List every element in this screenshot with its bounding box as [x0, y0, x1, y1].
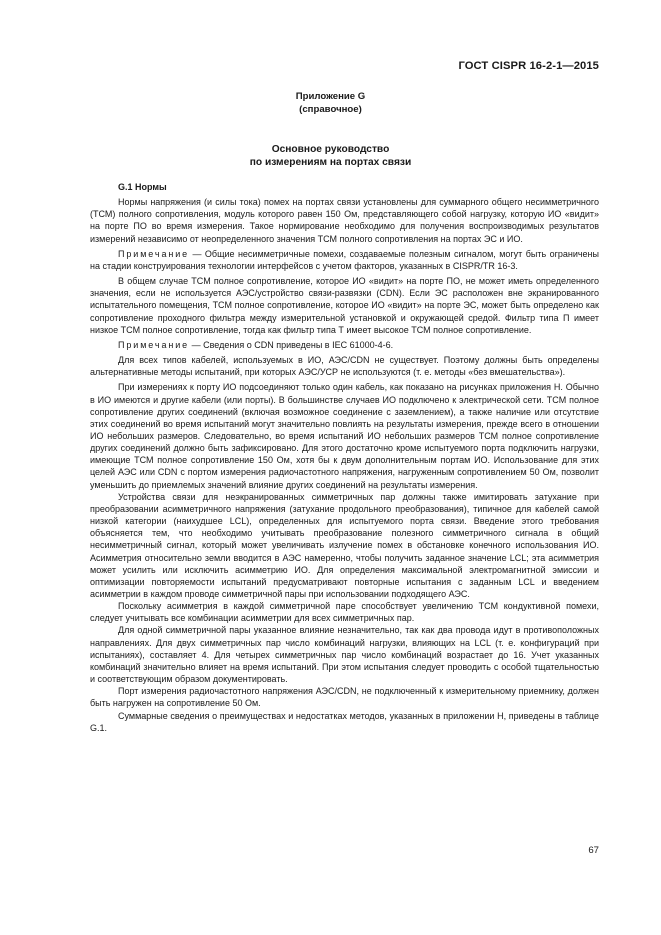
annex-subtitle: (справочное) [299, 103, 362, 115]
note-label: Примечание [118, 248, 190, 259]
note-label: Примечание [118, 339, 190, 350]
note-text: — Сведения о CDN приведены в IEC 61000-4-6. [189, 339, 394, 350]
paragraph: Для одной симметричной пары указанное влияние незначительно, так как два провода идут в противоположных направлениях. Для двух симметричных пар число комбинаций нагрузки, влияющих на LCL (т. е. конфигураций при испытаниях), составляет 4. Для четырех симметричных пар число комбинаций возрастает до 16. Учет указанных комбинаций значительно влияет на время испытаний. При этом испытания следует проводить с особой тщательностью и соответствующим образом документировать. [90, 625, 599, 685]
page-number: 67 [588, 845, 599, 856]
paragraph: Устройства связи для неэкранированных симметричных пар должны также имитировать затухание при преобразовании асимметричного напряжения (затухание продольного преобразования), типичное для кабелей самой низкой категории (наихудшее LCL), определенных для испытуемого порта связи. Введение этого требования объясняется тем, что необходимо учитывать преобразование полезного симметричного сигнала в общий несимметричный сигнал, который может увеличивать излучение помех в обстановке конечного использования ИО. Асимметрия относительно земли вводится в АЭС намеренно, чтобы получить заданное значение LCL; эта асимметрия может усилить или исключить асимметрию ИО. Для определения максимальной электромагнитной эмиссии и оптимизации повторяемости испытаний предусматривают повторные испытания с заданным LCL и введением асимметрии в каждом проводе симметричной пары при использовании подходящего АЭС. [90, 491, 599, 599]
annex-title: Приложение G [295, 91, 366, 102]
section-heading: G.1 Нормы [118, 182, 167, 192]
document-title [0, 143, 661, 169]
note [90, 248, 599, 272]
title-line-1: Основное руководство [271, 144, 390, 155]
title-line-2: по измерениям на портах связи [249, 157, 412, 168]
note-text: — Общие несимметричные помехи, создаваемые полезным сигналом, могут быть ограничены на стадии конструирования технологии интерфейсов с учетом факторов, указанных в CISPR/TR 16-3. [90, 248, 599, 271]
standard-header: ГОСТ CISPR 16-2-1—2015 [458, 60, 599, 72]
paragraph: Суммарные сведения о преимуществах и недостатках методов, указанных в приложении Н, приведены в таблице G.1. [90, 710, 599, 733]
paragraph: При измерениях к порту ИО подсоединяют только один кабель, как показано на рисунках приложения Н. Обычно в ИО имеются и другие кабели (или порты). В большинстве случаев ИО подключено к электрической сети. ТСМ полное сопротивление других соединений (включая возможное соединение с заземлением), а также наличие или отсутствие этих соединений во время испытаний могут значительно повлиять на результаты измерения, прежде всего в отношении ИО небольших размеров. Следовательно, во время испытаний ИО небольших размеров ТСМ полное сопротивление других соединений должно быть зафиксировано. Для этого достаточно кроме испытуемого порта подключить нагрузки, имеющие ТСМ полное сопротивление 150 Ом, хотя бы к двум дополнительным портам ИО. Использование для этих целей АЭС или CDN с портом измерения радиочастотного напряжения, нагруженным сопротивлением 50 Ом, позволит уменьшить до приемлемых значений влияние других соединений на результаты измерения. [90, 382, 599, 490]
paragraph: Поскольку асимметрия в каждой симметричной паре способствует увеличению ТСМ кондуктивной помехи, следует учитывать все комбинации асимметрии для всех симметричных пар. [90, 601, 599, 624]
body-text [90, 181, 599, 734]
paragraph: Порт измерения радиочастотного напряжения АЭС/CDN, не подключенный к измерительному приемнику, должен быть нагружен на сопротивление 50 Ом. [90, 686, 599, 709]
paragraph: В общем случае ТСМ полное сопротивление, которое ИО «видит» на порте ПО, не может иметь определенного значения, если не используется АЭС/устройство связи-развязки (CDN). Если ЭС расположен вне экранированного испытательного помещения, ТСМ полное сопротивление, которое ИО «видит» на порте ЭС, может быть определено как сопротивление проходного фильтра между измерительной установкой и окружающей средой. Фильтр типа П имеет низкое ТСМ полное сопротивление, тогда как фильтр типа Т имеет высокое ТСМ полное сопротивление. [90, 276, 599, 335]
note [90, 339, 599, 351]
paragraph: Нормы напряжения (и силы тока) помех на портах связи установлены для суммарного общего несимметричного (ТСМ) полного сопротивления, модуль которого равен 150 Ом, представляющего собой нагрузку, которую ИО «видит» на порте ПО во время измерения. Такое нормирование необходимо для получения воспроизводимых результатов измерений независимо от неопределенного значения ТСМ полного сопротивления на портах ЭС и ИО. [90, 197, 599, 244]
paragraph: Для всех типов кабелей, используемых в ИО, АЭС/CDN не существует. Поэтому должны быть определены альтернативные методы испытаний, при которых АЭС/УСР не используются (т. е. методы «без вмешательства»). [90, 355, 599, 378]
annex-heading [0, 91, 661, 116]
